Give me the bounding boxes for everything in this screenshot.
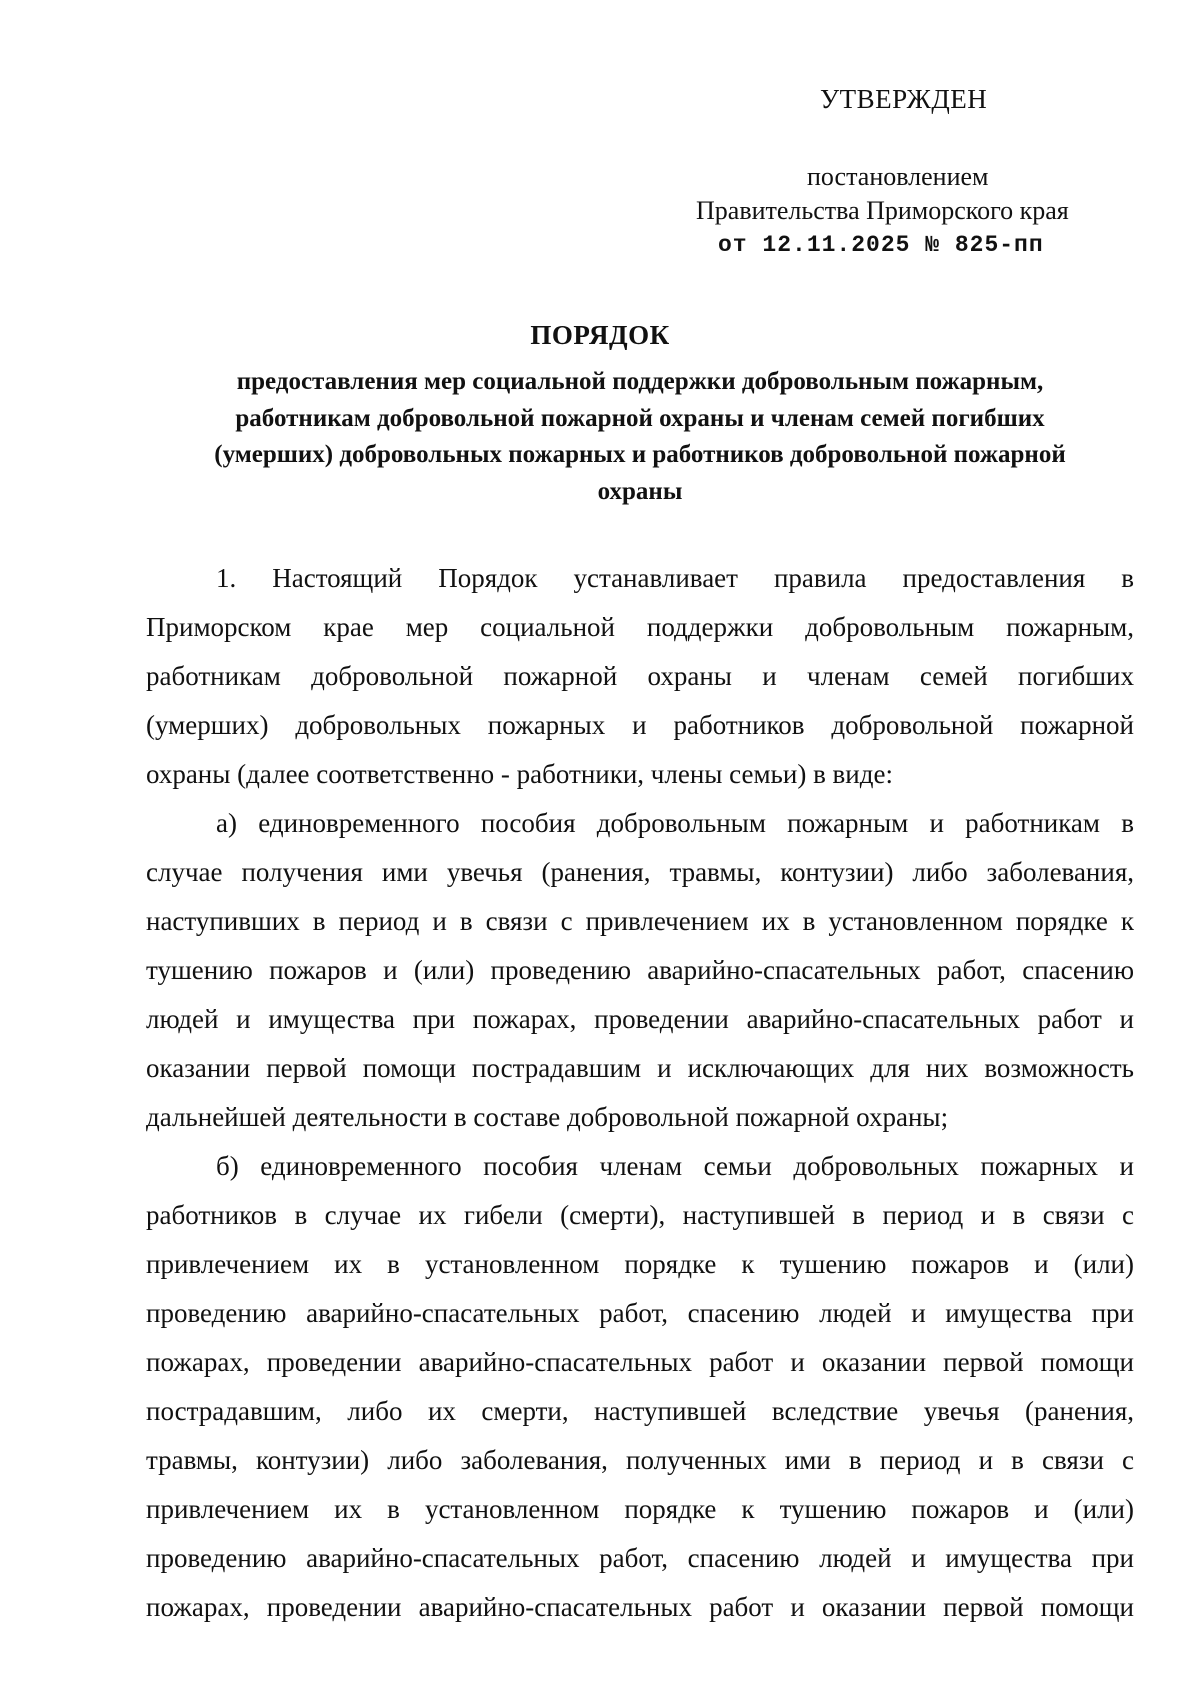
item-b-line: работников в случае их гибели (смерти), наступившей в период и в связи с bbox=[146, 1200, 1134, 1230]
item-a-line: оказании первой помощи пострадавшим и исключающих для них возможность bbox=[146, 1053, 1134, 1083]
item-b-line: проведению аварийно-спасательных работ, спасению людей и имущества при bbox=[146, 1543, 1134, 1573]
item-b-line: пожарах, проведении аварийно-спасательных работ и оказании первой помощи bbox=[146, 1592, 1134, 1622]
item-a-line: людей и имущества при пожарах, проведении аварийно-спасательных работ и bbox=[146, 1004, 1134, 1034]
paragraph-1-line: 1. Настоящий Порядок устанавливает правила предоставления в bbox=[216, 563, 1134, 593]
subtitle-line: (умерших) добровольных пожарных и работников добровольной пожарной bbox=[214, 441, 1066, 468]
item-b-line: привлечением их в установленном порядке к тушению пожаров и (или) bbox=[146, 1249, 1134, 1279]
paragraph-1-line: охраны (далее соответственно - работники, члены семьи) в виде: bbox=[146, 759, 893, 789]
item-a-line: а) единовременного пособия добровольным пожарным и работникам в bbox=[216, 808, 1134, 838]
item-b-line: проведению аварийно-спасательных работ, спасению людей и имущества при bbox=[146, 1298, 1134, 1328]
item-b-line: пожарах, проведении аварийно-спасательных работ и оказании первой помощи bbox=[146, 1347, 1134, 1377]
item-a-line: тушению пожаров и (или) проведению аварийно-спасательных работ, спасению bbox=[146, 955, 1134, 985]
subtitle-line: охраны bbox=[597, 477, 683, 505]
document-subtitle bbox=[150, 364, 1130, 510]
subtitle-line: предоставления мер социальной поддержки добровольным пожарным, bbox=[236, 368, 1044, 395]
item-b-line: пострадавшим, либо их смерти, наступившей вследствие увечья (ранения, bbox=[146, 1396, 1134, 1426]
paragraph-1-line: Приморском крае мер социальной поддержки добровольным пожарным, bbox=[146, 612, 1134, 642]
item-a-line: дальнейшей деятельности в составе добровольной пожарной охраны; bbox=[146, 1102, 949, 1132]
item-b-line: б) единовременного пособия членам семьи добровольных пожарных и bbox=[216, 1151, 1134, 1181]
document-title: ПОРЯДОК bbox=[530, 320, 670, 350]
approval-resolution-label: постановлением bbox=[807, 162, 989, 191]
approval-date-number: от 12.11.2025 № 825-пп bbox=[718, 232, 1044, 258]
item-a-line: случае получения ими увечья (ранения, травмы, контузии) либо заболевания, bbox=[146, 857, 1134, 887]
body-text bbox=[146, 554, 1134, 1632]
approval-title: УТВЕРЖДЕН bbox=[820, 84, 988, 114]
paragraph-1-line: работникам добровольной пожарной охраны и членам семей погибших bbox=[146, 661, 1134, 691]
item-a-line: наступивших в период и в связи с привлечением их в установленном порядке к bbox=[146, 906, 1134, 936]
paragraph-1-line: (умерших) добровольных пожарных и работников добровольной пожарной bbox=[146, 710, 1134, 740]
subtitle-line: работникам добровольной пожарной охраны и членам семей погибших bbox=[235, 404, 1045, 432]
item-b-line: привлечением их в установленном порядке к тушению пожаров и (или) bbox=[146, 1494, 1134, 1524]
item-b-line: травмы, контузии) либо заболевания, полученных ими в период и в связи с bbox=[146, 1445, 1134, 1475]
approval-authority: Правительства Приморского края bbox=[696, 196, 1069, 225]
